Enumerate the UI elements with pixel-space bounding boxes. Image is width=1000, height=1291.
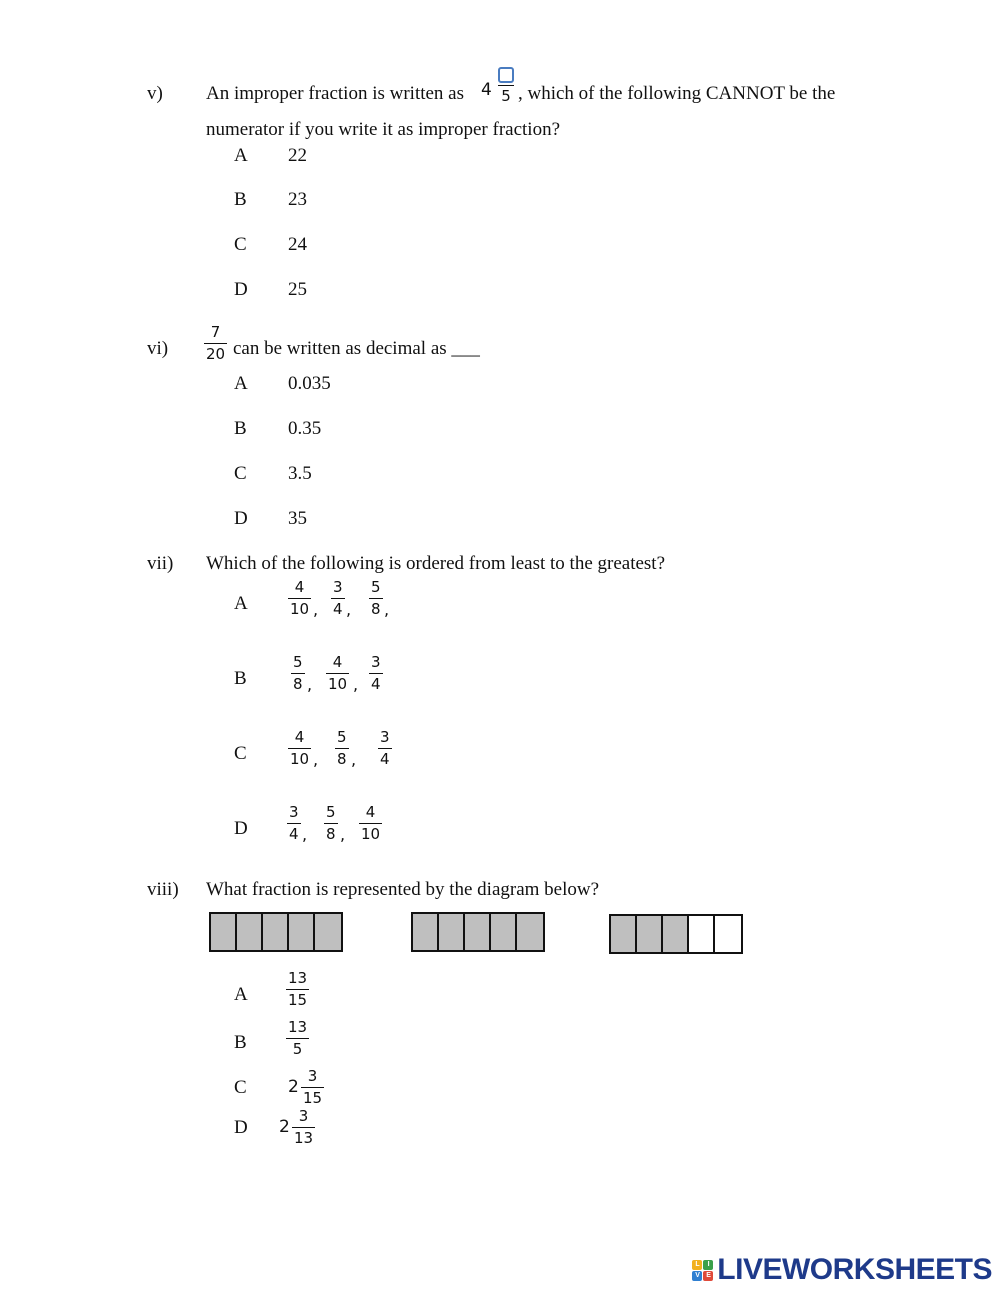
unshaded-cell — [715, 916, 741, 952]
option-fraction — [359, 803, 382, 843]
option-letter: D — [234, 1117, 248, 1138]
fraction-numerator: 5 — [371, 578, 381, 596]
option-letter: B — [234, 1032, 247, 1053]
fraction-bar — [498, 85, 514, 86]
shaded-cell — [315, 914, 341, 950]
shaded-cell — [491, 914, 517, 950]
option-value: 0.035 — [288, 373, 331, 394]
option-value: 24 — [288, 234, 307, 255]
mixed-number-whole: 2 — [279, 1117, 290, 1137]
option-letter: C — [234, 234, 247, 255]
fraction-numerator: 4 — [332, 653, 343, 671]
fraction-bar — [204, 343, 227, 344]
fraction-bar — [335, 748, 349, 749]
fraction-denominator: 15 — [288, 991, 308, 1009]
option-fraction — [331, 578, 345, 618]
fraction-numerator: 4 — [294, 728, 305, 746]
fraction-bar — [326, 673, 349, 674]
option-fraction — [286, 969, 309, 1009]
fraction-bar — [287, 823, 301, 824]
option-letter: A — [234, 145, 248, 166]
fraction-separator: , — [346, 600, 352, 619]
fraction-bar — [301, 1087, 324, 1088]
option-letter: C — [234, 743, 247, 764]
fraction-bar — [378, 748, 392, 749]
fraction-bar — [324, 823, 338, 824]
question-viii-text: What fraction is represented by the diagram below? — [206, 879, 600, 900]
fraction-bar — [369, 598, 383, 599]
question-vi-fraction — [204, 323, 227, 363]
option-letter: D — [234, 818, 248, 839]
fraction-separator: , — [302, 825, 308, 844]
logo-letter: L — [692, 1260, 702, 1270]
shaded-cell — [211, 914, 237, 950]
fraction-bar — [369, 673, 383, 674]
shaded-cell — [439, 914, 465, 950]
option-value: 0.35 — [288, 418, 322, 439]
fraction-numerator: 13 — [288, 1018, 308, 1036]
option-value: 22 — [288, 145, 307, 166]
fraction-denominator: 8 — [326, 825, 336, 843]
fraction-denominator: 8 — [371, 600, 381, 618]
question-v-text-start: An improper fraction is written as — [206, 83, 465, 104]
option-value: 3.5 — [288, 463, 312, 484]
option-fraction — [326, 653, 349, 693]
shaded-cell — [637, 916, 663, 952]
logo-letter: E — [703, 1271, 713, 1281]
numerator-answer-box[interactable] — [498, 67, 514, 83]
shaded-cell — [517, 914, 543, 950]
fraction-bar — [286, 1038, 309, 1039]
fraction-diagram-strip-2 — [411, 912, 545, 952]
question-vii-number: vii) — [147, 553, 174, 574]
fraction-bar — [359, 823, 382, 824]
fraction-bar — [331, 598, 345, 599]
fraction-separator: , — [313, 750, 319, 769]
option-letter: B — [234, 189, 247, 210]
option-fraction — [291, 653, 305, 693]
question-v-number: v) — [147, 83, 163, 104]
fraction-numerator: 3 — [307, 1067, 318, 1085]
option-fraction — [369, 578, 383, 618]
option-letter: B — [234, 418, 247, 439]
shaded-cell — [413, 914, 439, 950]
option-fraction — [378, 728, 392, 768]
liveworksheets-logo — [692, 1253, 992, 1287]
option-fraction — [288, 728, 311, 768]
shaded-cell — [237, 914, 263, 950]
fraction-numerator: 3 — [289, 803, 299, 821]
option-fraction — [292, 1107, 315, 1147]
option-value: 35 — [288, 508, 307, 529]
fraction-denominator: 8 — [293, 675, 303, 693]
fraction-numerator: 7 — [210, 323, 221, 341]
fraction-denominator: 4 — [371, 675, 381, 693]
fraction-diagram-strip-3 — [609, 914, 743, 954]
option-letter: A — [234, 984, 248, 1005]
option-fraction — [287, 803, 301, 843]
mixed-number-whole: 2 — [288, 1077, 299, 1097]
shaded-cell — [263, 914, 289, 950]
option-letter: A — [234, 373, 248, 394]
fraction-diagram-strip-1 — [209, 912, 343, 952]
option-value: 25 — [288, 279, 307, 300]
option-letter: C — [234, 463, 247, 484]
question-vi-text: can be written as decimal as ___ — [233, 338, 480, 359]
option-fraction — [335, 728, 349, 768]
fraction-denominator: 13 — [294, 1129, 314, 1147]
question-vii-text: Which of the following is ordered from least to the greatest? — [206, 553, 666, 574]
option-value: 23 — [288, 189, 307, 210]
fraction-denominator: 10 — [290, 600, 310, 618]
fraction-denominator: 10 — [361, 825, 381, 843]
fraction-separator: , — [340, 825, 346, 844]
fraction-numerator: 5 — [293, 653, 303, 671]
fraction-bar — [286, 989, 309, 990]
logo-letter: I — [703, 1260, 713, 1270]
option-letter: D — [234, 279, 248, 300]
unshaded-cell — [689, 916, 715, 952]
fraction-denominator: 4 — [289, 825, 299, 843]
fraction-bar — [288, 598, 311, 599]
fraction-separator: , — [351, 750, 357, 769]
question-v-text-end: , which of the following CANNOT be the — [518, 83, 836, 104]
fraction-denominator: 4 — [333, 600, 343, 618]
question-v-mixed-whole: 4 — [481, 80, 492, 100]
option-fraction — [324, 803, 338, 843]
option-fraction — [286, 1018, 309, 1058]
option-letter: C — [234, 1077, 247, 1098]
fraction-denominator: 5 — [292, 1040, 303, 1058]
fraction-numerator: 4 — [365, 803, 376, 821]
fraction-bar — [288, 748, 311, 749]
fraction-denominator: 20 — [206, 345, 226, 363]
shaded-cell — [663, 916, 689, 952]
fraction-denominator: 15 — [303, 1089, 323, 1107]
fraction-numerator: 3 — [371, 653, 381, 671]
fraction-bar — [291, 673, 305, 674]
fraction-numerator: 5 — [326, 803, 336, 821]
fraction-denominator: 8 — [337, 750, 347, 768]
fraction-separator: , — [307, 675, 313, 694]
fraction-numerator: 13 — [288, 969, 308, 987]
shaded-cell — [289, 914, 315, 950]
option-letter: A — [234, 593, 248, 614]
fraction-denominator: 5 — [501, 87, 511, 105]
brand-name: LIVEWORKSHEETS — [717, 1253, 992, 1286]
option-fraction — [369, 653, 383, 693]
option-letter: D — [234, 508, 248, 529]
fraction-denominator: 4 — [380, 750, 390, 768]
option-fraction — [288, 578, 311, 618]
fraction-bar — [292, 1127, 315, 1128]
fraction-numerator: 3 — [298, 1107, 309, 1125]
fraction-numerator: 5 — [337, 728, 347, 746]
liveworksheets-logo-icon — [692, 1260, 713, 1281]
question-v-text-line2: numerator if you write it as improper fraction? — [206, 119, 561, 140]
fraction-numerator: 3 — [333, 578, 343, 596]
question-vi-number: vi) — [147, 338, 169, 359]
shaded-cell — [611, 916, 637, 952]
question-viii-number: viii) — [147, 879, 179, 900]
fraction-numerator: 4 — [294, 578, 305, 596]
fraction-denominator: 10 — [328, 675, 348, 693]
fraction-separator: , — [384, 600, 390, 619]
fraction-separator: , — [313, 600, 319, 619]
question-v-fraction — [498, 67, 514, 105]
option-fraction — [301, 1067, 324, 1107]
fraction-separator: , — [353, 675, 359, 694]
shaded-cell — [465, 914, 491, 950]
logo-letter: V — [692, 1271, 702, 1281]
fraction-denominator: 10 — [290, 750, 310, 768]
fraction-numerator: 3 — [380, 728, 390, 746]
option-letter: B — [234, 668, 247, 689]
